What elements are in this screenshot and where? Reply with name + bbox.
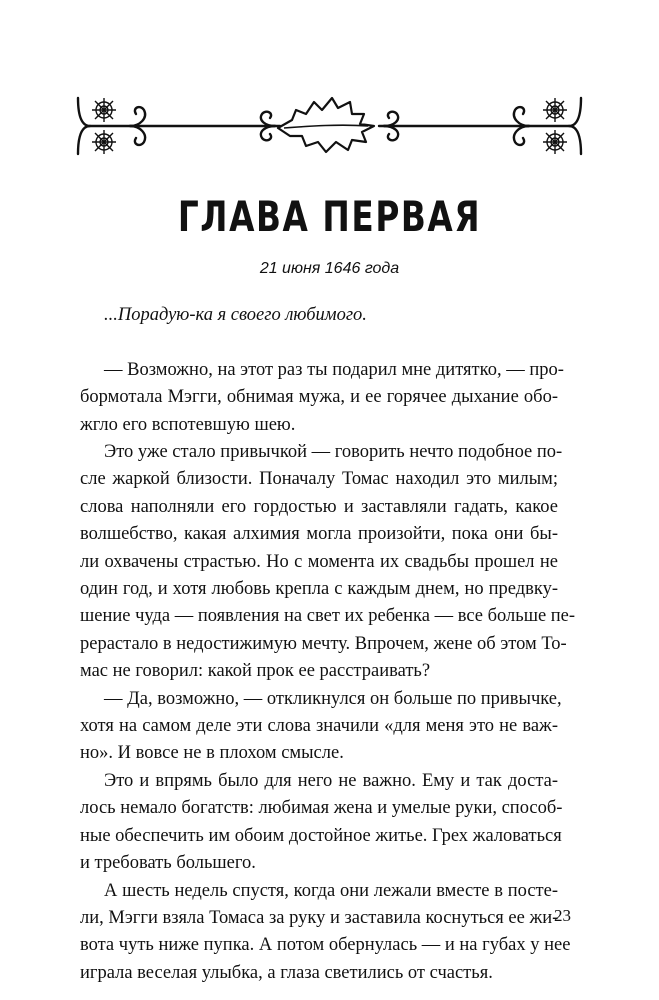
text-line: рерастало в недостижимую мечту. Впрочем, жене об этом То- — [80, 633, 567, 654]
text-line: ные обеспечить им обоим достойное житье. Грех жаловаться — [80, 825, 562, 846]
text-line: и требовать большего. — [80, 853, 256, 874]
chapter-title: ГЛАВА ПЕРВАЯ — [177, 192, 482, 241]
page-number: 23 — [554, 906, 571, 925]
text-line: сле жаркой близости. Поначалу Томас находил это милым; — [80, 469, 558, 490]
text-line: — Да, возможно, — откликнулся он больше по привычке, — [104, 688, 562, 709]
text-line: играла веселая улыбка, а глаза светились от счастья. — [80, 962, 493, 983]
epigraph: ...Порадую-ка я своего любимого. — [104, 305, 367, 325]
text-line: Это уже стало привычкой — говорить нечто подобное по- — [104, 442, 563, 463]
text-line: но». И вовсе не в плохом смысле. — [80, 743, 344, 764]
text-line: — Возможно, на этот раз ты подарил мне дитятко, — про- — [104, 359, 564, 380]
text-line: хотя на самом деле эти слова значили «для меня это не важ- — [80, 716, 558, 737]
text-line: Это и впрямь было для него не важно. Ему и так доста- — [104, 770, 558, 791]
paragraph — [80, 768, 563, 878]
text-line: ли охвачены страстью. Но с момента их свадьбы прошел не — [80, 551, 558, 572]
text-line: жгло его вспотевшую шею. — [80, 414, 296, 435]
text-line: бормотала Мэгги, обнимая мужа, и ее горячее дыхание обо- — [80, 387, 558, 408]
text-line: А шесть недель спустя, когда они лежали вместе в посте- — [104, 880, 558, 901]
text-line: один год, и хотя любовь крепла с каждым днем, но предвку- — [80, 579, 558, 600]
holly-leaf-icon — [278, 98, 374, 152]
text-line: вота чуть ниже пупка. А потом обернулась — и на губах у нее — [80, 935, 571, 956]
text-line: шение чуда — появления на свет их ребенка — все больше пе- — [80, 606, 576, 627]
chapter-ornament — [70, 80, 589, 172]
paragraph — [80, 439, 576, 686]
text-line: мас не говорил: какой прок ее расстраивать? — [80, 661, 431, 682]
text-line: лось немало богатств: любимая жена и умелые руки, способ- — [80, 798, 563, 819]
paragraph — [80, 686, 562, 768]
text-line: ли, Мэгги взяла Томаса за руку и заставила коснуться ее жи- — [80, 907, 559, 928]
paragraph — [80, 357, 564, 439]
chapter-date: 21 июня 1646 года — [259, 260, 400, 277]
text-line: слова наполняли его гордостью и заставляли гадать, какое — [80, 496, 558, 517]
text-line: волшебство, какая алхимия могла произойти, пока они бы- — [80, 524, 558, 545]
